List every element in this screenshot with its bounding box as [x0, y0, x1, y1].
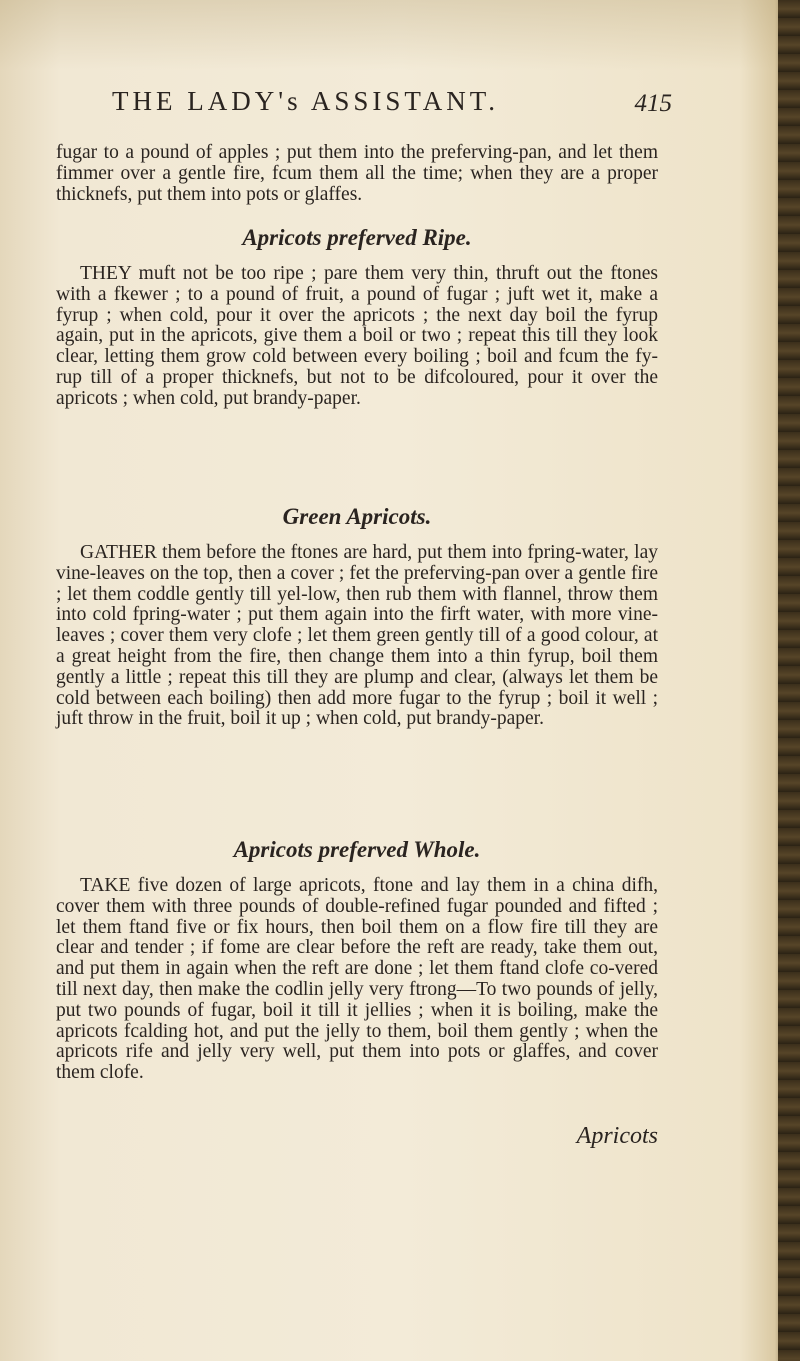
- book-spine-edge: [778, 0, 800, 1361]
- section-heading-apricots-ripe: Apricots preferved Ripe.: [242, 225, 472, 250]
- section-body-green-apricots: GATHER them before the ftones are hard, put them into fpring-water, lay vine-leaves on the top, then a cover ; fet the preferving-pan over a gentle fire ; let them coddle gently till yel-low, then rub them with flannel, throw them into cold fpring-water ; put them again into the firft water, with more vine-leaves ; cover them very clofe ; let them green gently till of a good colour, at a great height from the fire, then change them into a thin fyrup, boil them gently a little ; repeat this till they are plump and clear, (always let them be cold between each boiling) then add more fugar to the fyrup ; boil it well ; juft throw in the fruit, boil it up ; when cold, put brandy-paper.: [56, 542, 658, 730]
- page-header: [112, 86, 672, 126]
- section-heading-green-apricots: Green Apricots.: [282, 504, 432, 529]
- page-number: 415: [634, 90, 672, 117]
- paper-stain: [0, 0, 800, 70]
- section-heading-apricots-whole: Apricots preferved Whole.: [233, 837, 481, 862]
- running-head: THE LADY's ASSISTANT.: [112, 86, 499, 116]
- continued-paragraph: fugar to a pound of apples ; put them into the preferving-pan, and let them fimmer over a gentle fire, fcum them all the time; when they are a proper thicknefs, put them into pots or glaffes.: [56, 142, 658, 205]
- section-body-apricots-ripe: THEY muft not be too ripe ; pare them very thin, thruft out the ftones with a fkewer ; to a pound of fruit, a pound of fugar ; juft wet it, make a fyrup ; when cold, pour it over the apricots ; the next day boil the fyrup again, put in the apricots, give them a boil or two ; repeat this till they look clear, letting them grow cold between every boiling ; boil and fcum the fy-rup till of a proper thicknefs, but not to be difcoloured, pour it over the apricots ; when cold, put brandy-paper.: [56, 263, 658, 409]
- catchword: Apricots: [576, 1123, 658, 1149]
- section-body-apricots-whole: TAKE five dozen of large apricots, ftone and lay them in a china difh, cover them with three pounds of double-refined fugar pounded and fifted ; let them ftand five or fix hours, then boil them on a flow fire till they are clear and tender ; if fome are clear before the reft are ready, take them out, and put them in again when the reft are done ; let them ftand clofe co-vered till next day, then make the codlin jelly very ftrong—To two pounds of jelly, put two pounds of fugar, boil it till it jellies ; when it is boiling, make the apricots fcalding hot, and put the jelly to them, boil them gently ; when the apricots rife and jelly very well, put them into pots or glaffes, and cover them clofe.: [56, 875, 658, 1084]
